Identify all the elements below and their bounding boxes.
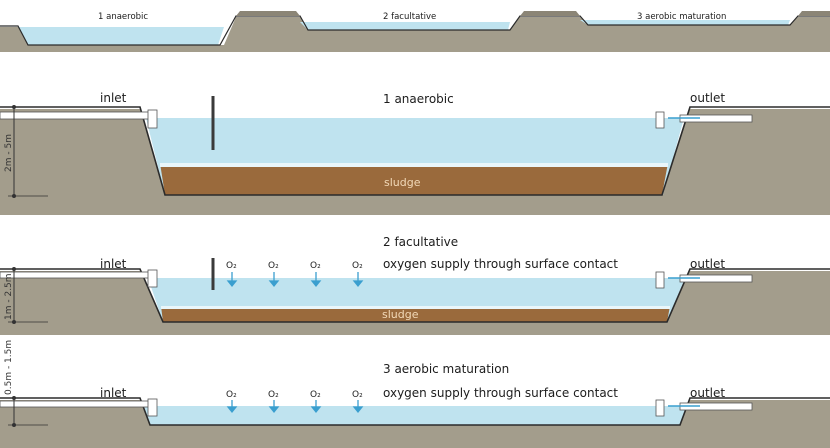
panel2-oxygen-label: O₂ xyxy=(310,261,321,271)
panel1-outlet-weir xyxy=(656,112,664,128)
panel1-outlet-label: outlet xyxy=(690,91,726,105)
panel3-inlet-label: inlet xyxy=(100,386,127,400)
panel1-inlet-elbow xyxy=(148,110,157,128)
panel2-inlet-pipe xyxy=(0,272,152,278)
panel-aerobic-maturation xyxy=(0,340,830,448)
panel2-depth-top xyxy=(12,267,16,271)
panel2-oxygen-label: O₂ xyxy=(226,261,237,271)
overview-berm-1 xyxy=(236,11,300,16)
overview-berm-3 xyxy=(798,11,830,16)
panel2-outlet-weir xyxy=(656,272,664,288)
panel1-depth-top xyxy=(12,105,16,109)
panel3-subtitle: oxygen supply through surface contact xyxy=(383,386,618,400)
panel1-depth-label: 2m - 5m xyxy=(4,134,14,172)
overview-label-3: 3 aerobic maturation xyxy=(637,12,727,22)
panel2-inlet-elbow xyxy=(148,270,157,287)
panel1-inlet-pipe xyxy=(0,112,152,119)
panel2-subtitle: oxygen supply through surface contact xyxy=(383,257,618,271)
panel3-title: 3 aerobic maturation xyxy=(383,362,510,376)
panel2-inlet-label: inlet xyxy=(100,257,127,271)
panel3-depth-top xyxy=(12,396,16,400)
panel3-outlet-label: outlet xyxy=(690,386,726,400)
panel-anaerobic xyxy=(0,91,830,215)
overview-label-2: 2 facultative xyxy=(383,12,437,22)
panel3-oxygen-label: O₂ xyxy=(226,390,237,400)
overview-pond-2 xyxy=(300,22,510,30)
panel3-oxygen-label: O₂ xyxy=(352,390,363,400)
panel3-outlet-weir xyxy=(656,400,664,416)
panel1-sludge-boundary xyxy=(160,163,668,167)
panel2-title: 2 facultative xyxy=(383,235,459,249)
panel2-oxygen-label: O₂ xyxy=(268,261,279,271)
overview-pond-1 xyxy=(18,27,224,45)
overview-berm-2 xyxy=(520,11,580,16)
panel1-title: 1 anaerobic xyxy=(383,92,454,106)
panel-facultative xyxy=(0,235,830,335)
panel2-depth-label: 1m - 2.5m xyxy=(4,273,14,320)
panel3-depth-label: 0.5m - 1.5m xyxy=(4,339,14,395)
panel1-sludge-label: sludge xyxy=(384,176,421,189)
overview-label-1: 1 anaerobic xyxy=(98,12,149,22)
panel3-inlet-pipe xyxy=(0,401,152,407)
panel3-inlet-elbow xyxy=(148,399,157,416)
panel2-outlet-label: outlet xyxy=(690,257,726,271)
panel2-sludge-label: sludge xyxy=(382,308,419,321)
panel1-inlet-label: inlet xyxy=(100,91,127,105)
panel2-oxygen-label: O₂ xyxy=(352,261,363,271)
panel3-oxygen-label: O₂ xyxy=(310,390,321,400)
overview-strip xyxy=(0,11,830,52)
panel3-water xyxy=(144,406,686,425)
panel3-oxygen-label: O₂ xyxy=(268,390,279,400)
